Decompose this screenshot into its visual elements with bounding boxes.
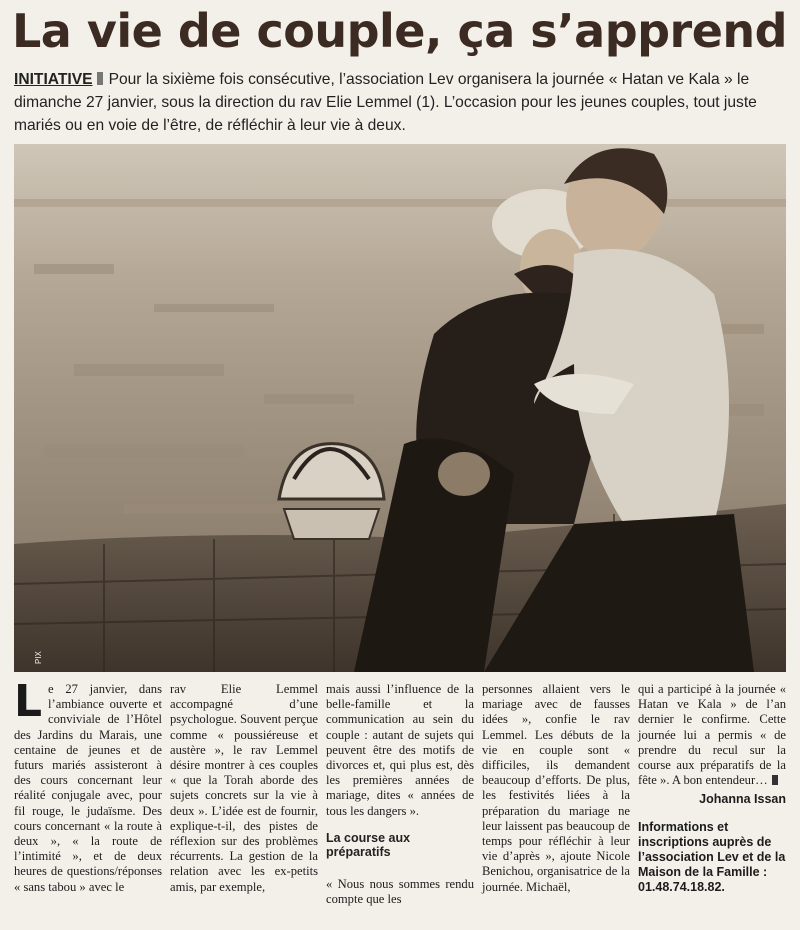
end-mark xyxy=(772,775,778,785)
column-5-text: qui a participé à la journée « Hatan ve Kala » de l’an dernier le confirme. Cette journée lui a permis « de prendre du recul sur la course aux préparatifs de la fête ». A bon entendeur… xyxy=(638,682,786,788)
column-3-text: mais aussi l’influence de la belle-famille et la communication au sein du couple : autant de sujets qui peuvent être des motifs de divorces et, qui plus est, dès les premières années de mariage, dites « années de tous les dangers ». xyxy=(326,682,474,818)
column-1 xyxy=(14,676,162,922)
author-byline: Johanna Issan xyxy=(699,792,786,807)
column-2-text: rav Elie Lemmel accompagné d’une psychologue. Souvent perçue comme « poussiéreuse et austère », le rav Lemmel désire montrer à ces couples « que la Torah aborde des sujets concrets sur la vie à deux ». L’idée est de fournir, explique-t-il, des pistes de réflexion sur des problèmes récurrents. La gestion de la relation avec les ex-petits amis, par exemple, xyxy=(170,682,318,894)
column-5 xyxy=(638,682,786,922)
kicker: INITIATIVE xyxy=(14,71,93,88)
photo-credit: PIX xyxy=(34,651,43,664)
headline: La vie de couple, ça s’apprend xyxy=(12,4,788,58)
lead-paragraph xyxy=(14,68,784,137)
column-3-text-continued: « Nous nous sommes rendu compte que les xyxy=(326,876,474,907)
couple-photo xyxy=(14,144,786,672)
info-box: Informations et inscriptions auprès de l’association Lev et de la Maison de la Famille : 01.48.74.18.82. xyxy=(638,819,786,894)
article-body xyxy=(14,676,786,922)
column-3 xyxy=(326,682,474,922)
lead-text: Pour la sixième fois consécutive, l’association Lev organisera la journée « Hatan ve Kala » le dimanche 27 janvier, sous la direction du rav Elie Lemmel (1). L’occasion pour les jeunes couples, tout juste mariés ou en voie de l’être, de réfléchir à leur vie à deux. xyxy=(14,71,757,134)
dropcap: L xyxy=(14,676,43,727)
column-2 xyxy=(170,682,318,922)
kicker-bar xyxy=(97,72,103,85)
article-photo xyxy=(14,144,786,672)
handbag xyxy=(279,444,384,539)
column-1-text: e 27 janvier, dans l’ambiance ouverte et conviviale de l’Hôtel des Jardins du Marais, une centaine de jeunes et de futurs mariés assisteront à des cours concernant leur réalité conjugale avec, pour fil rouge, le judaïsme. Des cours concernant « la route à deux », « la route de l’intimité », et de deux heures de questions/réponses « sans tabou » avec le xyxy=(14,682,162,894)
column-4-text: personnes allaient vers le mariage avec de fausses idées », confie le rav Lemmel. Les débuts de la vie en couple sont « difficiles, ils demandent beaucoup d’efforts. De plus, les festivités liées à la préparation du mariage ne leur laissent pas beaucoup de temps pour réfléchir à leur vie d’après », ajoute Nicole Benichou, organisatrice de la journée. Michaël, xyxy=(482,682,630,894)
column-4 xyxy=(482,682,630,922)
subheading: La course aux préparatifs xyxy=(326,830,411,859)
